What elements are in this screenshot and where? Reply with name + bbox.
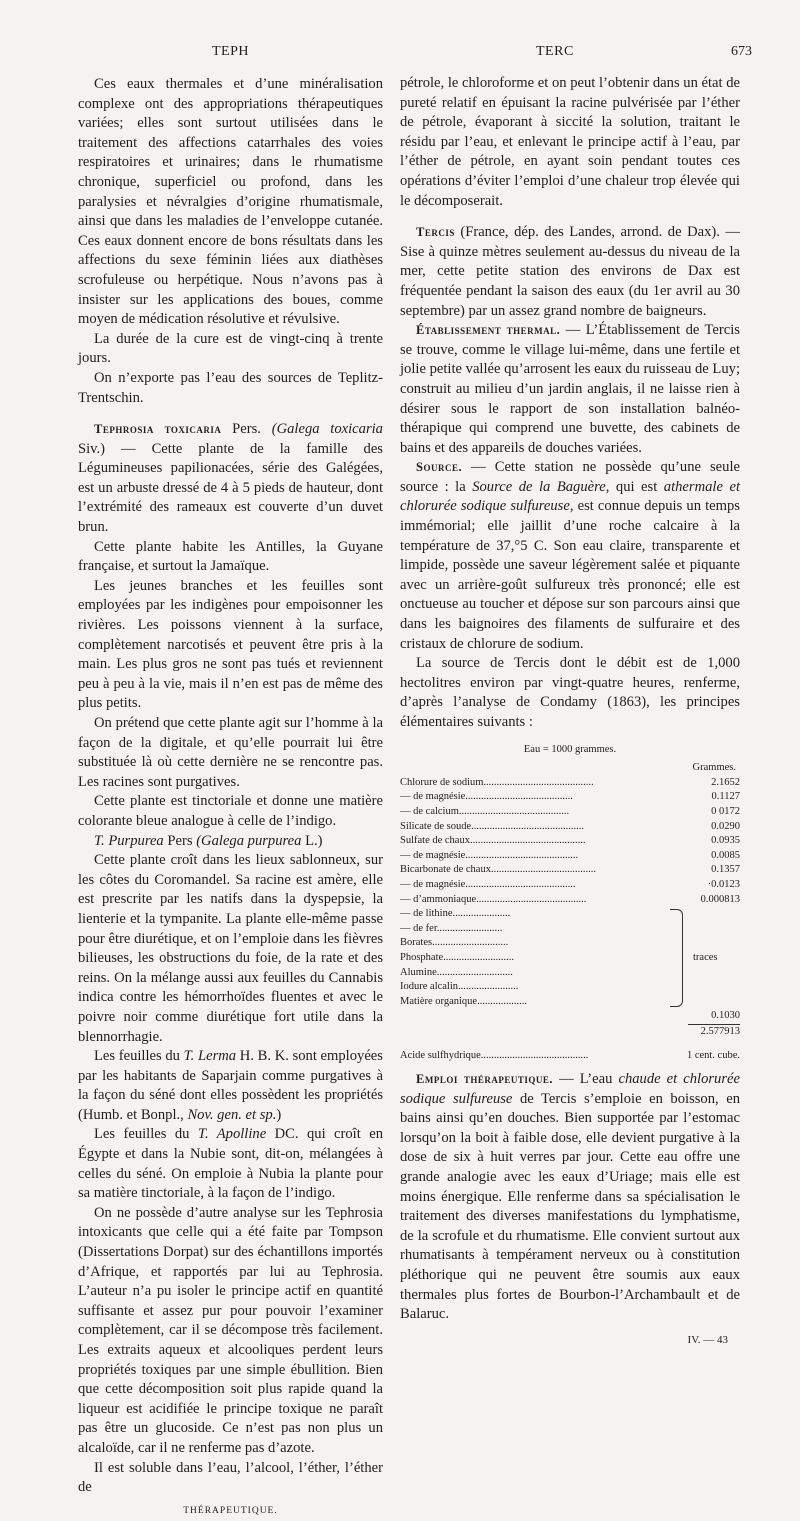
paragraph-apolline [78,1125,383,1203]
left-column [78,75,383,1521]
paragraph: On ne possède d’autre analyse sur les Tephrosia intoxicants que celle qui a été faite par Tompson (Dissertations Dorpat) sur des échantillons importés d’Afrique, et rapportés par lui au Tephrosia. L’auteur n’a pu isoler le principe actif en quantité suffisante et assez pur pour pouvoir l’examiner complètement, car il se décompose très facilement. Les extraits aqueux et alcooliques perdent leurs propriétés toxiques par une simple ébullition. Bien que cette décomposition soit plus rapide quand la liqueur est acidifiée le principe toxique ne paraît pas être un glucoside. Ce n’est pas non plus un alcaloïde, car il ne renferme pas d’azote. [78,1204,383,1456]
species-author: Pers [167,832,193,849]
compound-value: 0 0172 [711,805,740,817]
entry-head: Tercis [416,225,455,240]
compound-name: Bicarbonate de chaux........................................ [400,864,596,876]
text: , qui est [605,478,664,495]
compound-name: — de calcium.......................................... [400,805,570,817]
section-head: Emploi thérapeutique. [416,1072,554,1087]
paragraph: On n’exporte pas l’eau des sources de Teplitz-Trentschin. [78,369,383,406]
text: — L’eau [553,1071,619,1088]
species-synonym: (Galega purpurea [196,832,302,849]
signature-mark: THÉRAPEUTIQUE. [183,1505,278,1516]
volume-page-mark: IV. — 43 [687,1333,728,1346]
compound-value: 0.000813 [700,893,740,905]
compound-value: 0.0290 [711,820,740,832]
table-row [400,863,740,878]
compound-name: — de magnésie.......................................... [400,878,576,890]
entry-tercis [400,223,740,321]
table-row-acid [400,1049,740,1064]
section-head: Source. [416,460,463,475]
organic-value: 0.1030 [711,1010,740,1022]
page-number: 673 [731,44,752,59]
table-total [400,1025,740,1040]
entry-tephrosia [78,420,383,538]
paragraph: Il est soluble dans l’eau, l’alcool, l’éther, l’éther de [78,1459,383,1496]
paragraph: La durée de la cure est de vingt-cinq à trente jours. [78,330,383,367]
trace-compound: Borates............................. [400,937,509,949]
compound-value: ·0.0123 [707,878,740,890]
paragraph: On prétend que cette plante agit sur l’homme à la façon de la digitale, et qu’elle pourrait lui être substituée là où cette dernière ne se rencontre pas. Les racines sont purgatives. [78,715,383,790]
right-column [400,74,740,1350]
compound-value: 0.1357 [711,864,740,876]
entry-head: Tephrosia toxicaria [94,422,222,437]
table-row [400,878,740,893]
compound-value: 0.0085 [711,849,740,861]
entry-purpurea [78,832,383,852]
species-synonym-author: L.) [305,832,323,849]
trace-compound: — de lithine...................... [400,908,511,920]
compound-value: 0.0935 [711,835,740,847]
compound-name: — d’ammoniaque.......................................... [400,893,587,905]
entry-author: Pers. [232,421,261,438]
species-name: T. Lerma [183,1048,237,1065]
trace-compound: Matière organique................... [400,995,527,1007]
total-value: 2.577913 [700,1025,740,1037]
text: — Cette station ne possède qu’une seule source : la [400,459,740,495]
table-rows [400,776,740,907]
entry-synonym: (Galega toxicaria [271,421,383,438]
entry-text: (France, dép. des Landes, arrond. de Dax). — Sise à quinze mètres seulement au-dessus du niveau de la mer, cette petite station des environs de Dax est fréquentée pendant la saison des eaux (du 1er avril au 30 septembre) par un assez grand nombre de baigneurs. [400,224,740,319]
table-row [400,805,740,820]
text: DC. qui croît en Égypte et dans la Nubie sont, dit-on, mélangées à celles du séné. On emploie à Nubia la plante pour sa matière tinctoriale, à la façon de l’indigo. [78,1126,383,1202]
trace-compound: — de fer......................... [400,922,503,934]
paragraph: Les jeunes branches et les feuilles sont employées par les indigènes pour empoisonner les rivières. Les poissons viennent à la surface, complètement narcotisés et peuvent être pris à la main. Les plus gros ne sont pas tués et reviennent peu à peu à la vie, mais il n’en est pas de même des plus petits. [78,577,383,712]
table-row [400,893,740,908]
text: ) [276,1106,282,1123]
section-emploi [400,1070,740,1325]
entry-synonym-author: Siv.) [78,440,106,457]
compound-name: — de magnésie........................................... [400,849,579,861]
acid-name: Acide sulfhydrique......................................... [400,1050,589,1062]
trace-compound: Iodure alcalin....................... [400,981,519,993]
table-row [400,1009,740,1024]
entry-text: — Cette plante de la famille des Légumineuses papilionacées, série des Galégées, est un arbuste dressé de 4 à 5 pieds de hauteur, dont l’extrémité des rameaux est couverte d’un duvet brun. [78,440,383,536]
text: Les feuilles du [94,1126,198,1143]
text: de Tercis s’emploie en boisson, en bains ainsi qu’en douches. Bien supportée par l’estomac lorsqu’on la boit à faible dose, elle devient purgative à la dose de six à huit verres par jour. Cette eau offre une grande analogie avec les eaux d’Uriage; mais elle est moins énergique. Elle renferme dans sa spécialisation le traitement des diverses manifestations du lymphatisme, de la scrofule et du rhumatisme. Elle convient surtout aux rhumatisants à tempérament nerveux ou à constitution pléthorique qui ne peuvent être soumis aux eaux thermales plus fortes de Bourbon-l’Archambault et de Balaruc. [400,1090,740,1323]
text: Les feuilles du [94,1048,184,1065]
table-row [400,820,740,835]
section-head: Établissement thermal. [416,323,561,338]
paragraph: Cette plante est tinctoriale et donne une matière colorante bleue analogue à celle de l’indigo. [78,793,383,829]
source-name: Source de la Baguère [472,478,606,495]
table-unit: Grammes. [692,762,736,774]
acid-value: 1 cent. cube. [686,1050,740,1062]
compound-name: Chlorure de sodium.......................................... [400,776,594,788]
analysis-table [400,743,740,1064]
compound-name: — de magnésie......................................... [400,791,573,803]
paragraph: Cette plante habite les Antilles, la Guyane française, et surtout la Jamaïque. [78,538,383,575]
text: , est connue depuis un temps immémorial; elle jaillit d’une roche calcaire à la température de 37,°5 C. Son eau claire, transparente et limpide, possède une saveur légèrement salée et piquante avec un arrière-goût sulfureux très prononcé; elle est onctueuse au toucher et dépose sur son parcours ainsi que dans les baignoires des filaments de sulfuraire et des cristaux de chlorure de sodium. [400,498,740,652]
table-row [400,776,740,791]
compound-value: 0.1127 [711,791,740,803]
trace-compound: Phosphate........................... [400,951,515,963]
compound-name: Silicate de soude........................................... [400,820,585,832]
trace-compound: Alumine............................. [400,966,513,978]
brace [670,909,683,1007]
reference: Nov. gen. et sp. [187,1106,277,1123]
species-name: T. Purpurea [94,832,164,849]
running-head-left: TEPH [212,44,249,59]
table-title: Eau = 1000 grammes. [523,743,617,755]
paragraph-lerma [78,1047,383,1125]
running-head-center: TERC [536,44,574,59]
compound-name: Sulfate de chaux............................................ [400,835,586,847]
paragraph: Cette plante croît dans les lieux sablonneux, sur les côtes du Coromandel. Sa racine est amère, elle est prescrite par les natifs dans la dyspepsie, la lienterie et la tympanite. La plante elle-même passe pour être diurétique, et on l’emploie dans les fièvres bilieuses, les obstructions du foie, de la rate et des reins. On la mélange aussi aux feuilles du Cannabis indica contre les hémorrhoïdes fluentes et avec le poivre noir comme diurétique fort utile dans la blennorrhagie. [78,852,383,1045]
compound-value: 2.1652 [711,776,740,788]
paragraph: Ces eaux thermales et d’une minéralisation complexe ont des appropriations thérapeutiques variées; elles sont surtout utilisées dans le traitement des affections catarrhales des voies respiratoires et urinaires; dans le rhumatisme chronique, superficiel ou profond, dans les paralysies et névralgies d’origine rhumatismale, ainsi que dans les maladies de l’enveloppe cutanée. Ces eaux donnent encore de bons résultats dans les affections du sexe féminin liées aux diathèses scrofuleuse ou herpétique. Nous n’avons pas à insister sur les applications des boues, comme moyen de médication résolutive et révulsive. [78,76,383,328]
source-quality: athermale et chlorurée sodique sulfureuse [400,478,740,515]
species-name: T. Apolline [197,1126,267,1143]
section-source [400,458,740,654]
table-row [400,849,740,864]
table-row [400,834,740,849]
section-text: — L’Établissement de Tercis se trouve, comme le village lui-même, dans une fertile et jolie petite vallée qu’arrosent les eaux du ruisseau de Luy; construit au milieu d’un jardin anglais, il ne laisse rien à désirer sous le rapport de son installation balnéo-thérapique qui comprend une buvette, des cabinets de bains et des appareils de douches variées. [400,322,740,456]
emploi-quality: chaude et chlorurée sodique sulfureuse [400,1071,740,1107]
paragraph: La source de Tercis dont le débit est de 1,000 hectolitres environ par vingt-quatre heures, renferme, d’après l’analyse de Condamy (1863), les principes élémentaires suivants : [400,655,740,730]
table-row [400,790,740,805]
trace-group [400,907,740,1009]
text: H. B. K. sont employées par les habitants de Saparjain comme purgatives à la façon du séné dont elles possèdent les propriétés (Humb. et Bonpl., [78,1048,383,1123]
trace-names [400,907,670,1009]
traces-label: traces [693,951,718,963]
paragraph: pétrole, le chloroforme et on peut l’obtenir dans un état de pureté relatif en épuisant la racine pulvérisée par l’éther de pétrole, évaporant à siccité la solution, traitant le résidu par l’eau, et enlevant le principe actif à l’eau, par l’éther de pétrole, en ayant soin pendant toutes ces opérations d’éviter l’emploi d’une chaleur trop élevée qui le décomposerait. [400,75,740,209]
section-etablissement [400,321,740,458]
